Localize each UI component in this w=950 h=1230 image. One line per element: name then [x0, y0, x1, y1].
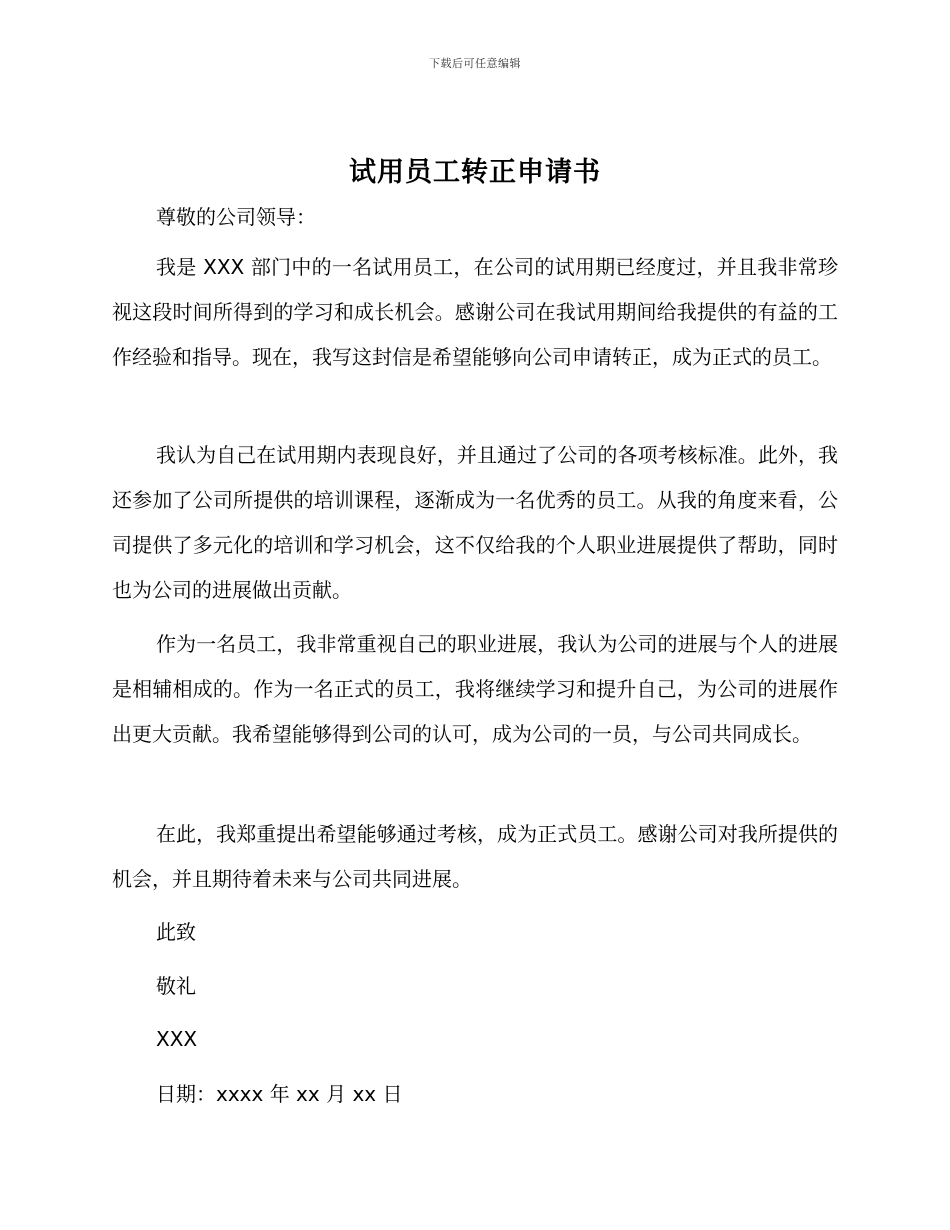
document-title: 试用员工转正申请书: [349, 157, 601, 188]
paragraph-3: 作为一名员工，我非常重视自己的职业进展，我认为公司的进展与个人的进展是相辅相成的。作为一名正式的员工，我将继续学习和提升自己，为公司的进展作出更大贡献。我希望能够得到公司的认可，成为公司的一员，与公司共同成长。: [112, 632, 838, 746]
header-note: 下载后可任意编辑: [429, 57, 521, 70]
paragraph-4: 在此，我郑重提出希望能够通过考核，成为正式员工。感谢公司对我所提供的机会，并且期待着未来与公司共同进展。: [112, 822, 838, 891]
paragraph-2: 我认为自己在试用期内表现良好，并且通过了公司的各项考核标准。此外，我还参加了公司所提供的培训课程，逐渐成为一名优秀的员工。从我的角度来看，公司提供了多元化的培训和学习机会，这不仅给我的个人职业进展提供了帮助，同时也为公司的进展做出贡献。: [112, 443, 838, 602]
paragraph-1: 我是 XXX 部门中的一名试用员工，在公司的试用期已经度过，并且我非常珍视这段时间所得到的学习和成长机会。感谢公司在我试用期间给我提供的有益的工作经验和指导。现在，我写这封信是希望能够向公司申请转正，成为正式的员工。: [112, 255, 838, 369]
closing-line-2: 敬礼: [156, 974, 196, 998]
greeting: 尊敬的公司领导：: [156, 205, 316, 229]
signature: XXX: [156, 1027, 198, 1051]
date-line: 日期：xxxx 年 xx 月 xx 日: [156, 1082, 403, 1106]
closing-line-1: 此致: [156, 920, 196, 944]
